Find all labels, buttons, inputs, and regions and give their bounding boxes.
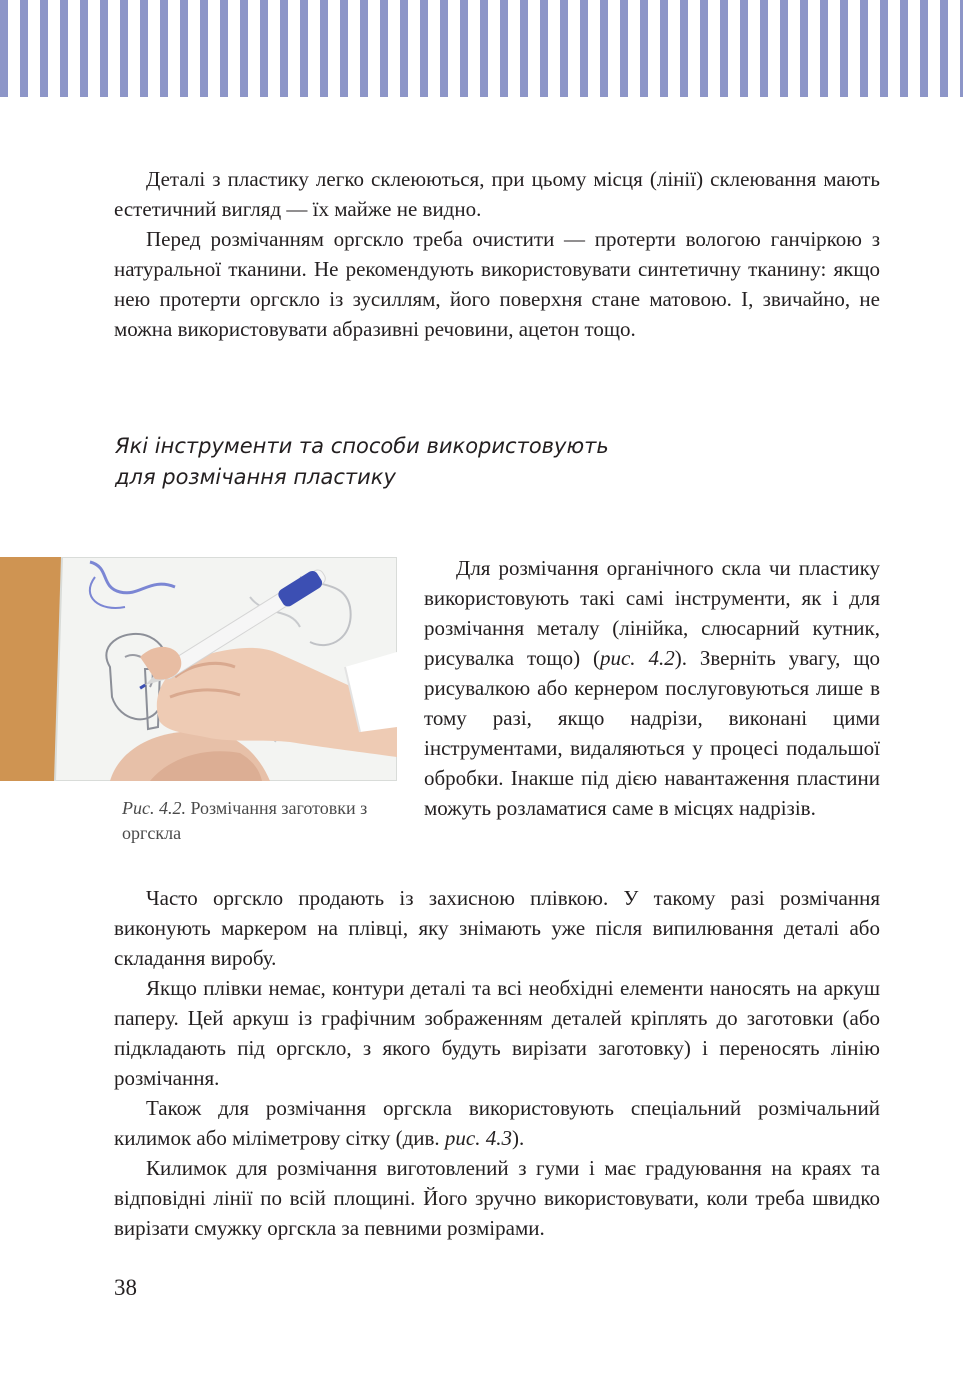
figure-reference-4-2[interactable]: рис. 4.2 [599,646,675,670]
paragraph-4: Часто оргскло продають із захисною плівкою. У такому разі розмічання виконують маркером на плівці, яку знімають уже після випилювання деталі або складання виробу. [114,886,880,970]
paragraph-2: Перед розмічанням оргскло треба очистити — протерти вологою ганчіркою з натуральної тканини. Не рекомендують використовувати синтетичну тканину: якщо нею протерти оргскло із зусиллям, його поверхня стане матовою. І, звичайно, не можна використовувати абразивні речовини, ацетон тощо. [114,227,880,341]
paragraph-1: Деталі з пластику легко склеюються, при цьому місця (лінії) склеювання мають естетичний вигляд — їх майже не видно. [114,167,880,221]
figure-caption [122,796,382,846]
paragraph-7: Килимок для розмічання виготовлений з гуми і має градуювання на краях та відповідні лінії по всій площині. Його зручно використовувати, коли треба швидко вирізати смужку оргскла за певними розмірами. [114,1156,880,1240]
figure-reference-4-3[interactable]: рис. 4.3 [444,1126,512,1150]
page-number: 38 [114,1275,137,1300]
paragraph-6-after: ). [511,1126,525,1150]
section-heading-line-1: Які інструменти та способи використовують [115,434,609,458]
figure-caption-text: Розмічання заготовки з оргскла [122,798,368,843]
paragraph-3 [424,553,880,823]
paragraph-6 [114,1093,880,1153]
paragraph-5: Якщо плівки немає, контури деталі та всі необхідні елементи наносять на аркуш паперу. Цей аркуш із графічним зображенням деталей кріплять до заготовки (або підкладають під оргскло, з якого будуть вирізати заготовку) і переносять лінію розмічання. [114,976,880,1090]
section-heading [115,431,735,493]
paragraph-3-before: Для розмічання органічного скла чи пластику використовують такі самі інструменти, як і для розмічання металу (лінійка, слюсарний кутник, рисувалка тощо) ( [424,556,880,670]
paragraph-6-before: Також для розмічання оргскла використовують спеціальний розмічальний килимок або міліметрову сітку (див. [114,1096,880,1150]
paragraph-3-after: ). Зверніть увагу, що рисувалкою або кернером послуговуються лише в тому разі, якщо надрізи, виконані цими інструментами, видаляються у процесі подальшої обробки. Інакше під дією навантаження пластини можуть розламатися саме в місцях надрізів. [424,646,880,820]
section-heading-line-2: для розмічання пластику [115,465,396,489]
marking-photo-illustration [0,557,397,781]
figure-marking-photo [0,557,397,781]
header-stripes [0,0,963,97]
figure-caption-label: Рис. 4.2. [122,798,186,818]
